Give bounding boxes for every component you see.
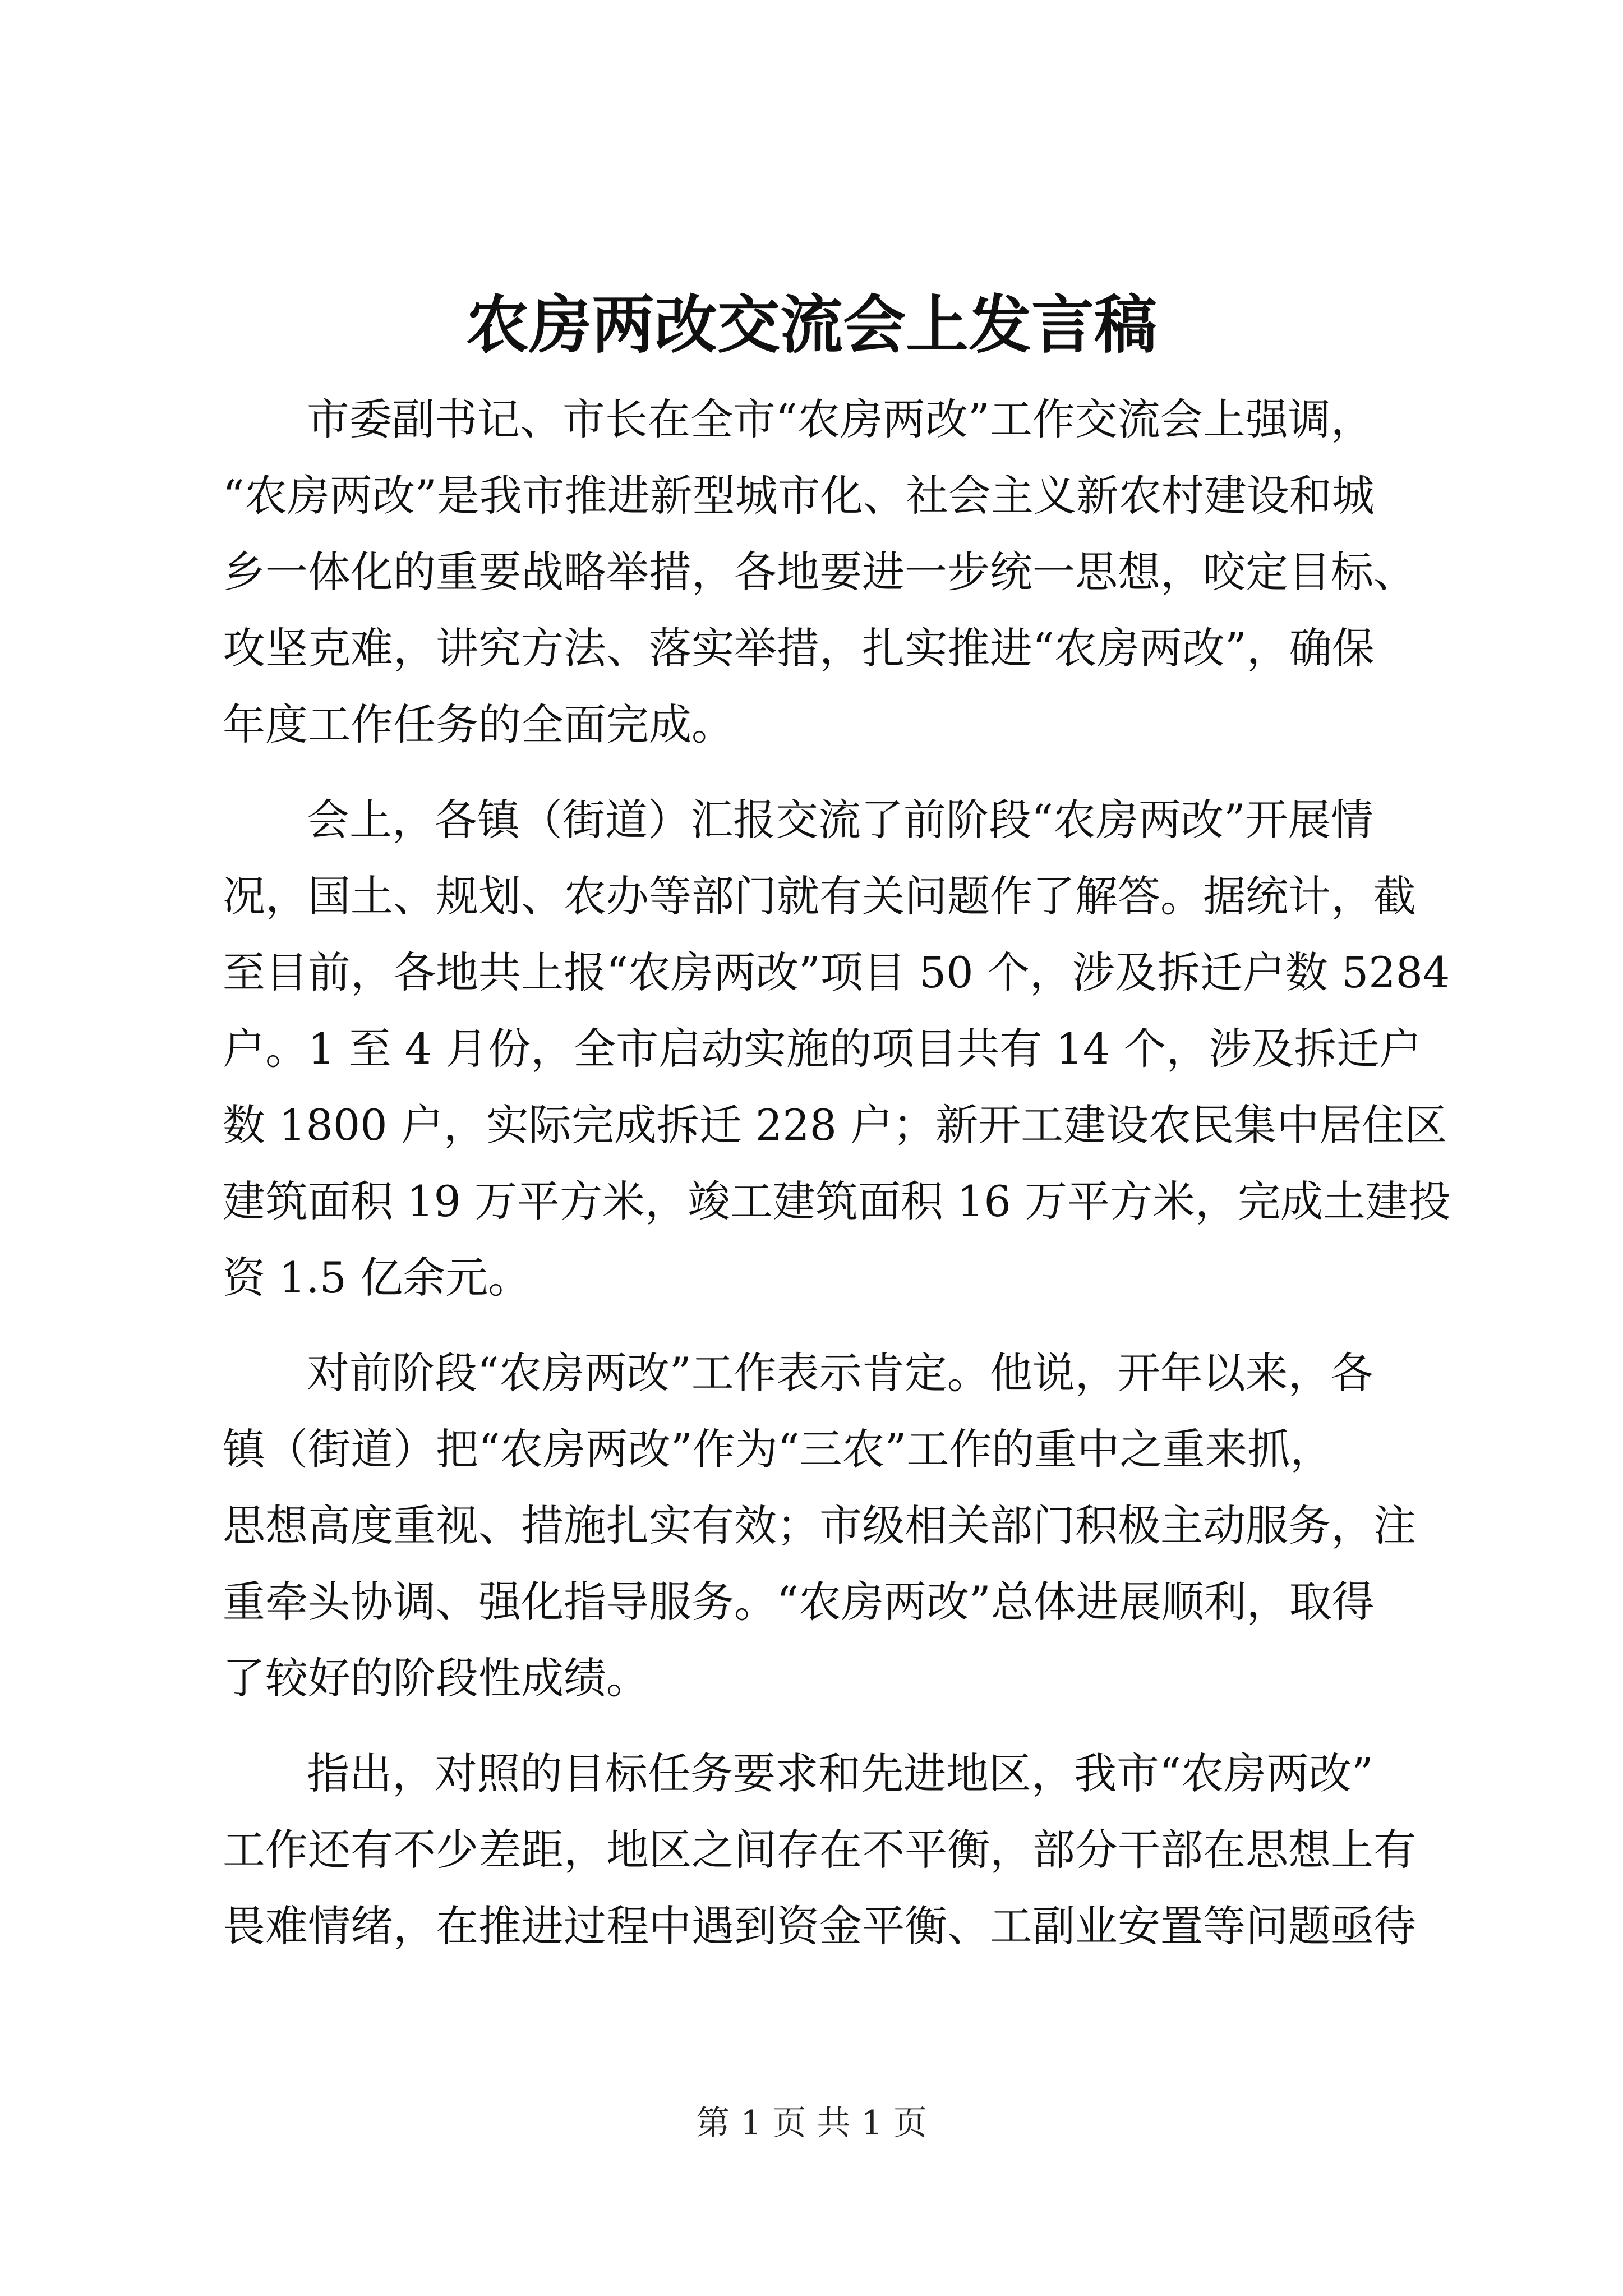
paragraph-4 (223, 1736, 1416, 1964)
paragraph-line: “农房两改”是我市推进新型城市化、社会主义新农村建设和城 (223, 471, 1375, 521)
paragraph-line: 至目前，各地共上报“农房两改”项目 50 个，涉及拆迁户数 5284 (223, 947, 1450, 997)
paragraph-line: 建筑面积 19 万平方米，竣工建筑面积 16 万平方米，完成土建投 (223, 1176, 1451, 1226)
paragraph-gap (223, 1316, 1406, 1335)
paragraph-line: 资 1.5 亿余元。 (223, 1253, 531, 1303)
paragraph-line: 数 1800 户，实际完成拆迁 228 户；新开工建设农民集中居住区 (223, 1100, 1447, 1150)
paragraph-3 (223, 1335, 1416, 1717)
paragraph-2 (223, 782, 1451, 1316)
paragraph-gap (223, 1717, 1406, 1736)
document-title: 农房两改交流会上发言稿 (466, 288, 1157, 362)
paragraph-line: 思想高度重视、措施扎实有效；市级相关部门积极主动服务，注 (223, 1501, 1416, 1550)
page-footer: 第 1 页 共 1 页 (696, 2104, 927, 2143)
paragraph-1 (223, 381, 1416, 763)
document-body (223, 381, 1451, 1964)
paragraph-line: 镇（街道）把“农房两改”作为“三农”工作的重中之重来抓， (223, 1424, 1333, 1474)
paragraph-line: 市委副书记、市长在全市“农房两改”工作交流会上强调， (307, 394, 1373, 444)
paragraph-line: 畏难情绪，在推进过程中遇到资金平衡、工副业安置等问题亟待 (223, 1901, 1416, 1951)
paragraph-line: 工作还有不少差距，地区之间存在不平衡，部分干部在思想上有 (223, 1825, 1416, 1875)
paragraph-line: 对前阶段“农房两改”工作表示肯定。他说，开年以来，各 (307, 1348, 1373, 1398)
paragraph-line: 了较好的阶段性成绩。 (223, 1653, 649, 1703)
paragraph-line: 攻坚克难，讲究方法、落实举措，扎实推进“农房两改”，确保 (223, 623, 1375, 673)
paragraph-line: 重牵头协调、强化指导服务。“农房两改”总体进展顺利，取得 (223, 1577, 1375, 1627)
paragraph-line: 况，国土、规划、农办等部门就有关问题作了解答。据统计，截 (223, 871, 1416, 921)
paragraph-line: 户。1 至 4 月份，全市启动实施的项目共有 14 个，涉及拆迁户 (223, 1024, 1422, 1074)
paragraph-line: 会上，各镇（街道）汇报交流了前阶段“农房两改”开展情 (307, 795, 1373, 845)
paragraph-line: 年度工作任务的全面完成。 (223, 700, 734, 749)
paragraph-line: 乡一体化的重要战略举措，各地要进一步统一思想，咬定目标、 (223, 547, 1416, 597)
paragraph-gap (223, 763, 1406, 782)
paragraph-line: 指出，对照的目标任务要求和先进地区，我市“农房两改” (307, 1749, 1373, 1798)
